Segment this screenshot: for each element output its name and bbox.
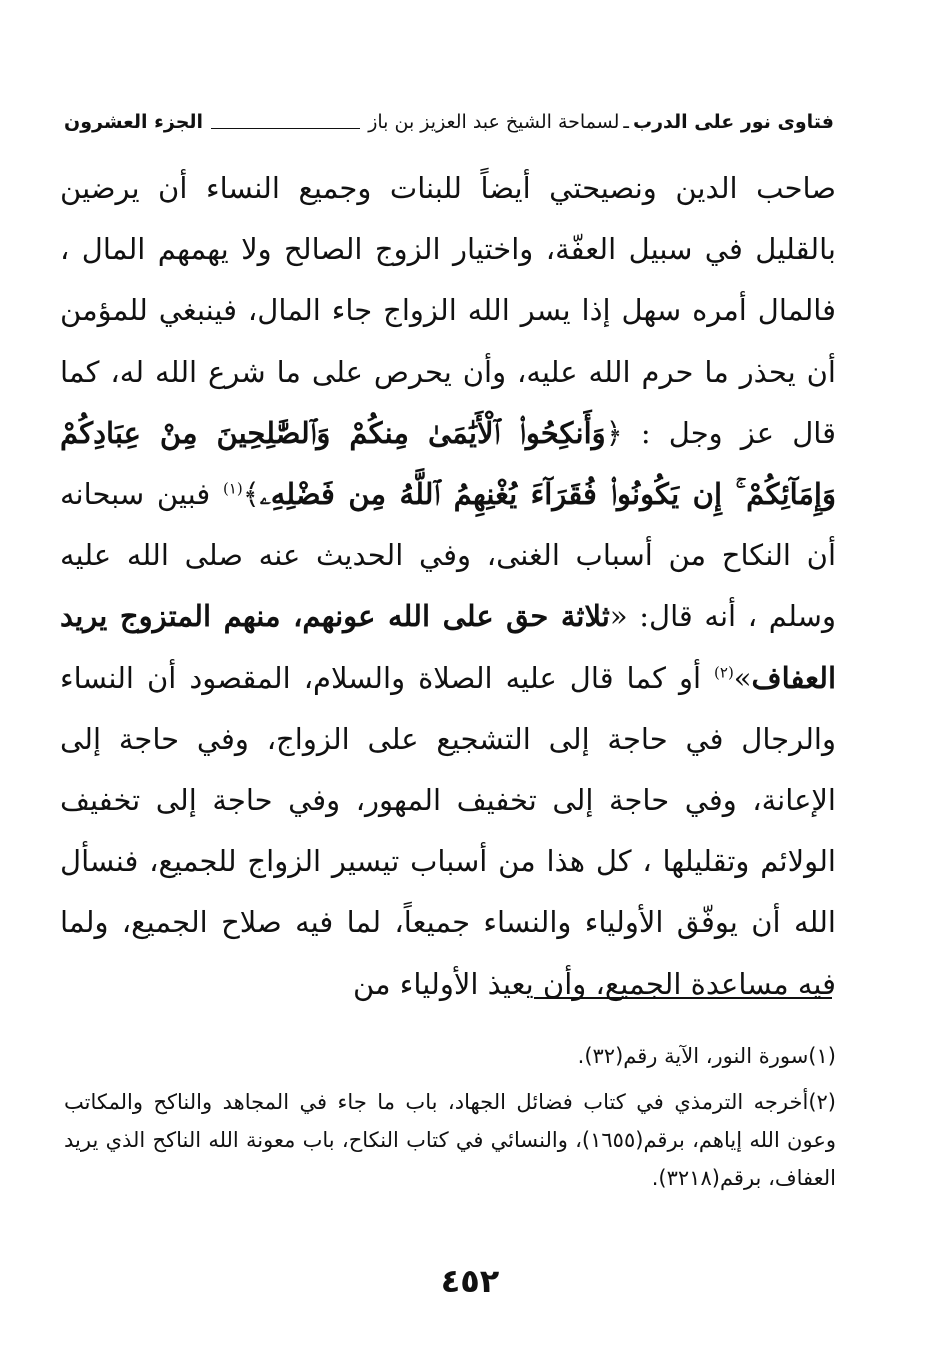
footnote-2: (٢)أخرجه الترمذي في كتاب فضائل الجهاد، باب ما جاء في المجاهد والناكح والمكاتب وعون الله إياهم، برقم(١٦٥٥)، والنسائي في كتاب النكاح، باب معونة الله الناكح الذي يريد العفاف، برقم(٣٢١٨). (64, 1090, 836, 1190)
running-header (64, 104, 834, 140)
footnotes (64, 1037, 836, 1205)
quran-open-brace: ﴿ (605, 415, 623, 450)
main-text (60, 158, 836, 1015)
text-part-3: أو كما قال عليه الصلاة والسلام، المقصود أن النساء والرجال في حاجة إلى التشجيع على الزواج، وفي حاجة إلى الإعانة، وفي حاجة إلى تخفيف المهور، وفي حاجة إلى تخفيف الولائم وتقليلها ، كل هذا من أسباب تيسير الزواج للجميع، فنسأل الله أن يوفّق الأولياء والنساء جميعاً، لما فيه صلاح الجميع، ولما فيه مساعدة الجميع، وأن يعيذ الأولياء من (60, 660, 836, 1001)
header-rule (211, 128, 360, 129)
quran-close-brace: ﴾ (242, 477, 260, 512)
text-part-1: صاحب الدين ونصيحتي أيضاً للبنات وجميع النساء أن يرضين بالقليل في سبيل العفّة، واختيار الزوج الصالح ولا يهمهم المال ، فالمال أمره سهل إذا يسر الله الزواج جاء المال، فينبغي للمؤمن أن يحذر ما حرم الله عليه، وأن يحرص على ما شرع الله له، كما قال عز وجل : (60, 171, 836, 450)
header-dash: ـ (623, 111, 629, 133)
footnote-ref-1: (١) (222, 479, 243, 498)
text-part-2: فبين سبحانه أن النكاح من أسباب الغنى، وفي الحديث عنه صلى الله عليه وسلم ، أنه قال: « (60, 477, 836, 634)
book-title: فتاوى نور على الدرب (633, 111, 834, 133)
hadith-close-mark: » (733, 660, 752, 695)
page-number: ٤٥٢ (440, 1262, 500, 1300)
author-name: لسماحة الشيخ عبد العزيز بن باز (368, 111, 620, 133)
volume-label: الجزء العشرون (64, 111, 204, 133)
quran-verse-text: وَأَنكِحُوا۟ ٱلْأَيَٰمَىٰ مِنكُمْ وَٱلصَّٰلِحِينَ مِنْ عِبَادِكُمْ وَإِمَآئِكُمْ ۚ إِن يَكُونُوا۟ فُقَرَآءَ يُغْنِهِمُ ٱللَّهُ مِن فَضْلِهِۦ (60, 415, 836, 512)
footnote-1: (١)سورة النور، الآية رقم(٣٢). (577, 1044, 836, 1068)
footnote-separator (534, 997, 832, 999)
main-paragraph (60, 158, 836, 1015)
footnote-ref-2: (٢) (714, 662, 734, 681)
hadith-quote: ثلاثة حق على الله عونهم، منهم المتزوج يريد العفاف (60, 599, 836, 695)
